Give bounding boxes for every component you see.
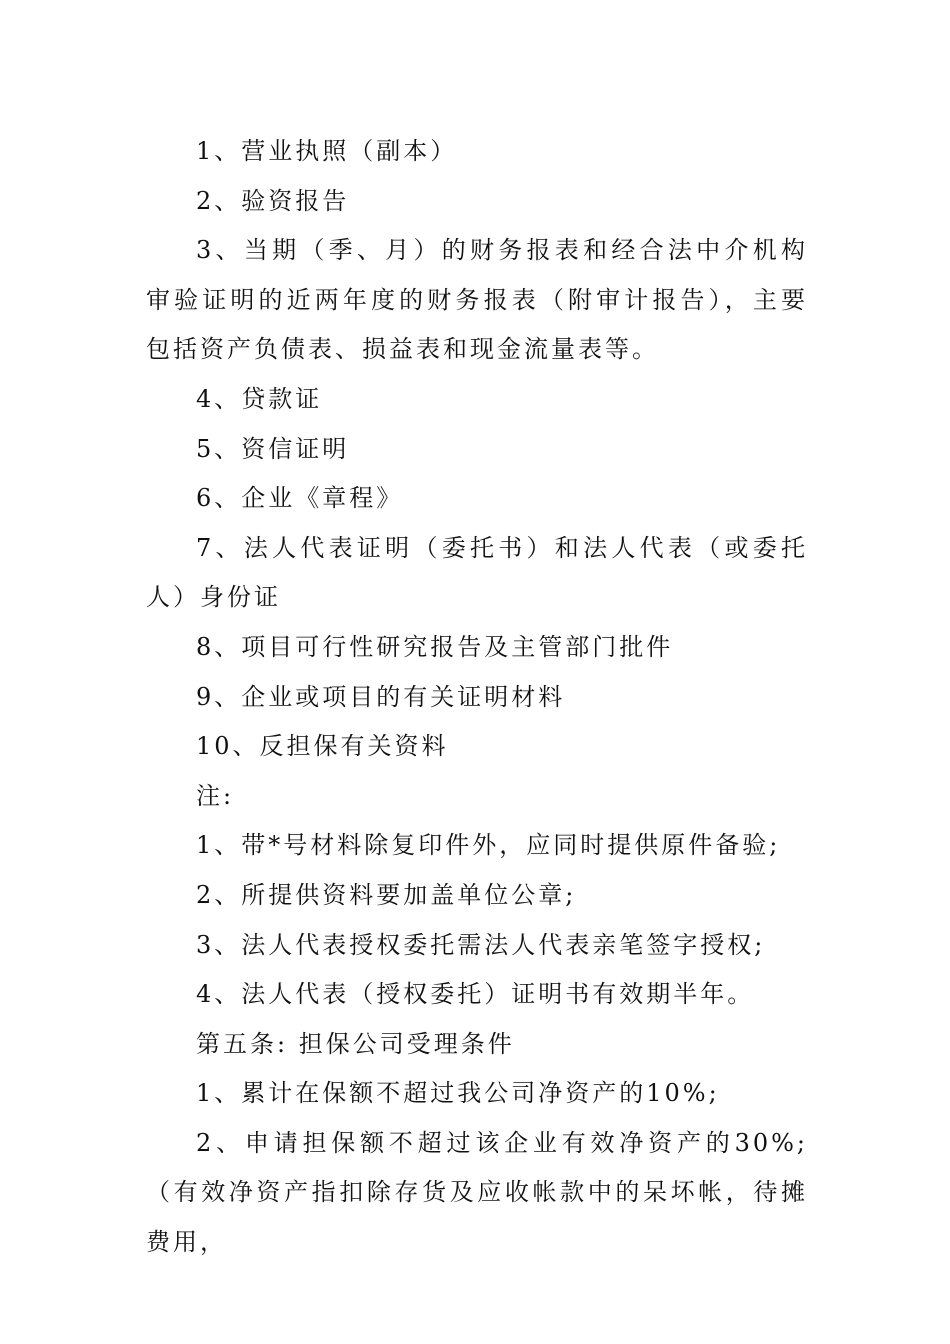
condition-item-cumulative: 1、累计在保额不超过我公司净资产的10%;	[196, 1079, 720, 1108]
list-item-credit-certificate: 5、资信证明	[196, 434, 350, 463]
note-item-validity: 4、法人代表（授权委托）证明书有效期半年。	[196, 980, 755, 1009]
list-item-business-license: 1、营业执照（副本）	[196, 137, 458, 165]
note-item-signature: 3、法人代表授权委托需法人代表亲笔签字授权;	[196, 930, 766, 959]
notes-heading: 注:	[196, 781, 235, 810]
note-item-originals: 1、带*号材料除复印件外，应同时提供原件备验;	[196, 831, 781, 860]
list-item-counter-guarantee: 10、反担保有关资料	[196, 732, 449, 761]
article-five-heading: 第五条: 担保公司受理条件	[196, 1029, 515, 1058]
list-item-supporting-materials: 9、企业或项目的有关证明材料	[196, 682, 566, 711]
list-item-capital-verification: 2、验资报告	[196, 186, 350, 215]
list-item-loan-certificate: 4、贷款证	[196, 384, 323, 413]
condition-item-application: 2、申请担保额不超过该企业有效净资产的30%; （有效净资产指扣除存货及应收帐款中的呆坏帐，待摊费用，	[146, 1128, 808, 1257]
list-item-legal-representative: 7、法人代表证明（委托书）和法人代表（或委托人）身份证	[146, 533, 808, 612]
list-item-feasibility-report: 8、项目可行性研究报告及主管部门批件	[196, 632, 674, 661]
list-item-articles: 6、企业《章程》	[196, 484, 404, 513]
document-body	[146, 127, 808, 1268]
list-item-financial-statements: 3、当期（季、月）的财务报表和经合法中介机构审验证明的近两年度的财务报表（附审计报告），主要包括资产负债表、损益表和现金流量表等。	[146, 236, 808, 364]
note-item-official-seal: 2、所提供资料要加盖单位公章;	[196, 880, 577, 909]
